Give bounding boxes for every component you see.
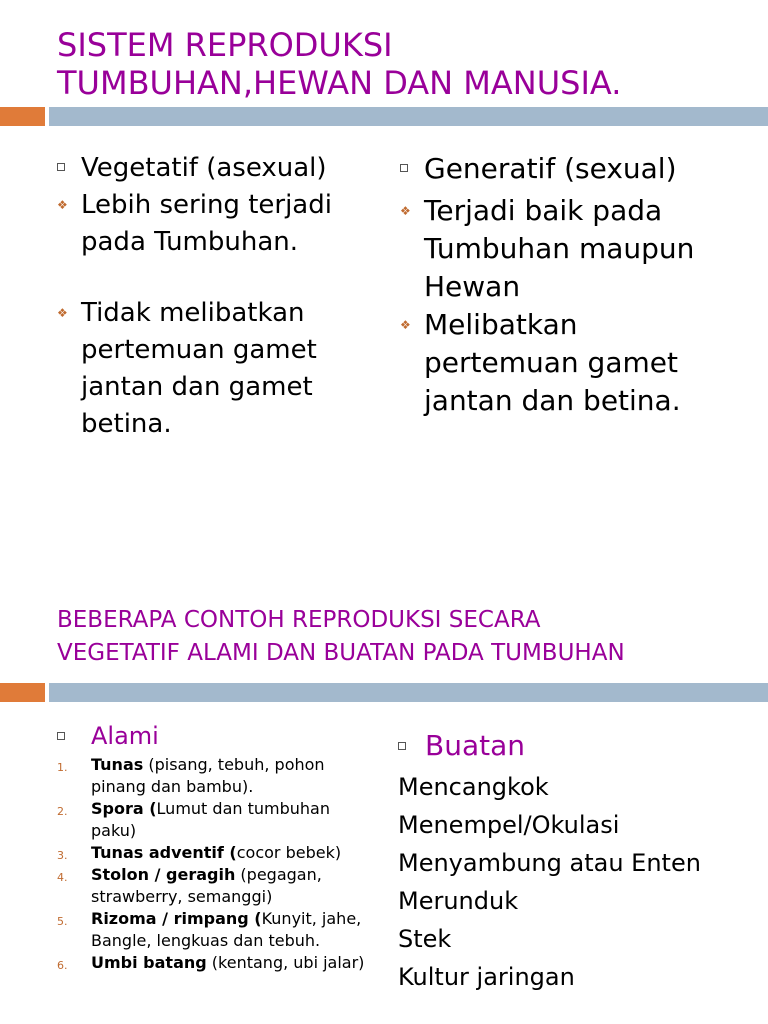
diamond-bullet-icon: ❖ (400, 318, 411, 332)
generatif-point-2: ❖ Melibatkan pertemuan gamet jantan dan betina. (400, 308, 681, 417)
square-bullet-icon (57, 732, 65, 740)
alami-column (57, 720, 377, 974)
alami-heading: Alami (57, 720, 377, 752)
buatan-column (398, 728, 738, 992)
buatan-item: Menempel/Okulasi (398, 811, 620, 839)
vegetatif-point-1: ❖ Lebih sering terjadi pada Tumbuhan. (57, 190, 332, 257)
list-item: 1. Tunas (pisang, tebuh, pohon pinang dan bambu). (57, 755, 325, 796)
square-bullet-icon (400, 164, 408, 172)
divider-blue-bar (49, 683, 768, 702)
title-divider (0, 107, 768, 126)
slide-2 (0, 596, 768, 1024)
vegetatif-column (57, 150, 377, 443)
square-bullet-icon (57, 163, 65, 171)
divider-blue-bar (49, 107, 768, 126)
buatan-item: Kultur jaringan (398, 963, 575, 991)
vegetatif-heading: Vegetatif (asexual) (57, 150, 377, 187)
title-divider (0, 683, 768, 702)
list-item: 2. Spora (Lumut dan tumbuhan paku) (57, 799, 330, 840)
diamond-bullet-icon: ❖ (57, 306, 68, 320)
list-item: 3. Tunas adventif (cocor bebek) (57, 843, 342, 862)
buatan-item: Stek (398, 925, 452, 953)
slide-2-title (57, 604, 757, 670)
generatif-point-1: ❖ Terjadi baik pada Tumbuhan maupun Hewan (400, 194, 695, 303)
list-item: 4. Stolon / geragih (pegagan, strawberry, semanggi) (57, 865, 322, 906)
buatan-item: Merunduk (398, 887, 519, 915)
generatif-column (400, 150, 730, 420)
generatif-heading: Generatif (sexual) (400, 150, 730, 188)
title-line-2: VEGETATIF ALAMI DAN BUATAN PADA TUMBUHAN (57, 640, 625, 666)
list-item: 5. Rizoma / rimpang (Kunyit, jahe, Bangle, lengkuas dan tebuh. (57, 909, 362, 950)
diamond-bullet-icon: ❖ (57, 198, 68, 212)
square-bullet-icon (398, 742, 406, 750)
buatan-item: Mencangkok (398, 773, 549, 801)
title-line-1: BEBERAPA CONTOH REPRODUKSI SECARA (57, 607, 541, 633)
buatan-item: Menyambung atau Enten (398, 849, 701, 877)
alami-list (57, 754, 377, 974)
title-line-1: SISTEM REPRODUKSI (57, 26, 393, 64)
divider-orange-block (0, 107, 45, 126)
vegetatif-point-2: ❖ Tidak melibatkan pertemuan gamet jantan dan gamet betina. (57, 298, 317, 439)
slide-1-title (57, 26, 757, 102)
diamond-bullet-icon: ❖ (400, 204, 411, 218)
buatan-heading: Buatan (398, 728, 738, 764)
divider-orange-block (0, 683, 45, 702)
list-item: 6. Umbi batang (kentang, ubi jalar) (57, 953, 365, 972)
title-line-2: TUMBUHAN,HEWAN DAN MANUSIA. (57, 64, 622, 102)
